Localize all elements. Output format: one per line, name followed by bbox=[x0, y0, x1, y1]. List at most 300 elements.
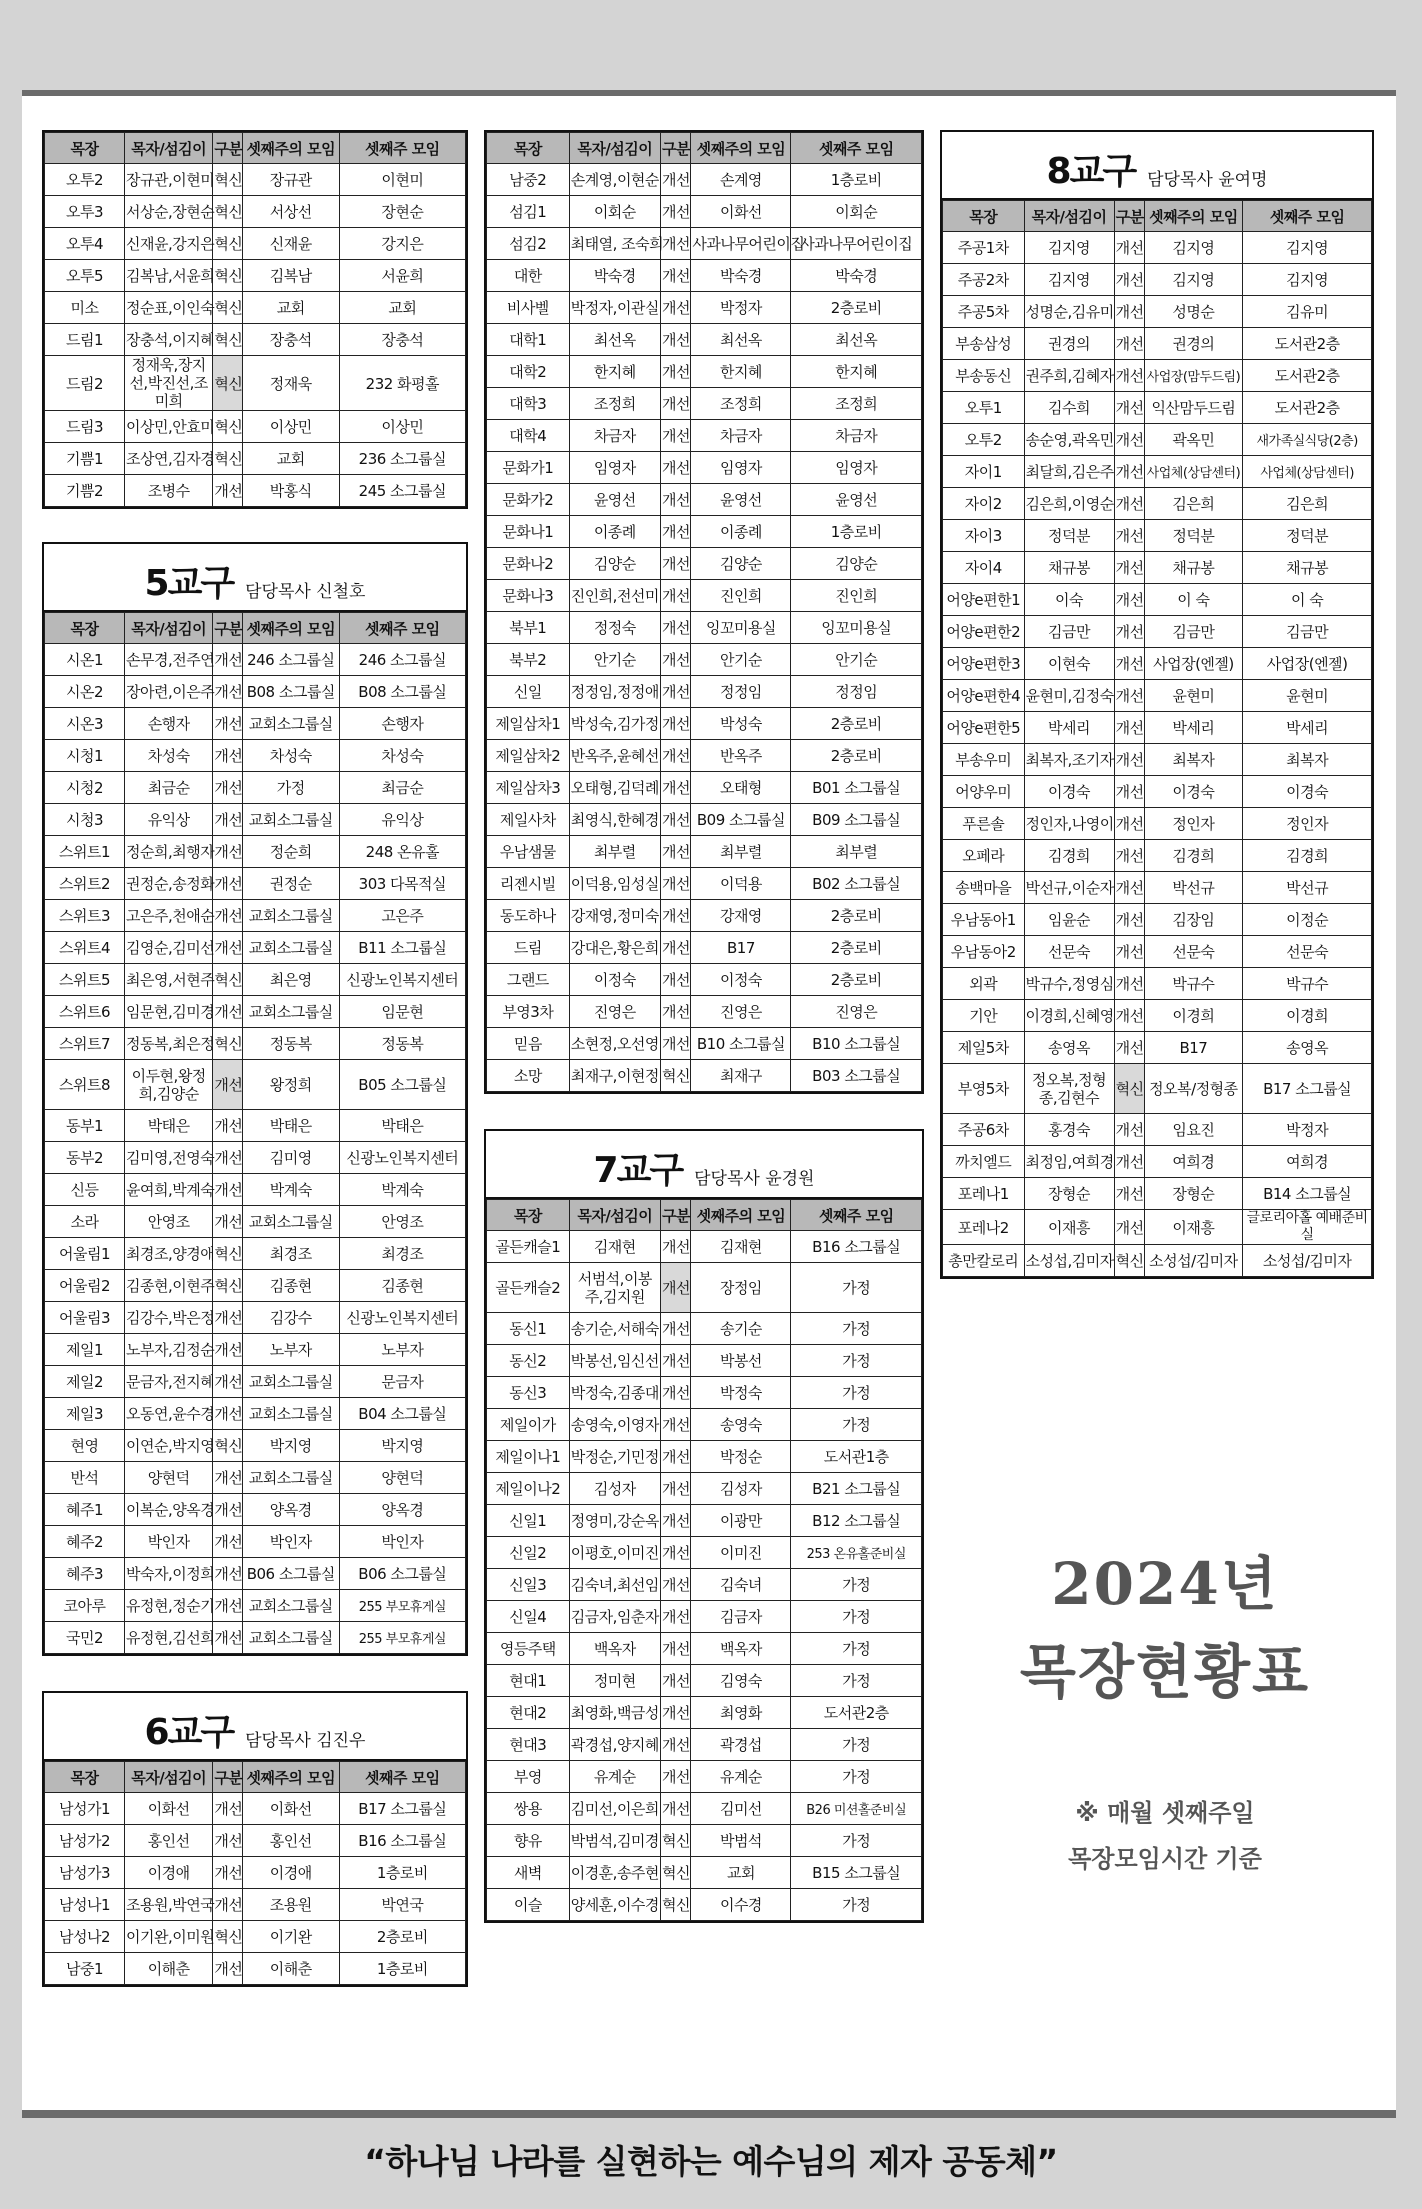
cell-group: 남성가3 bbox=[45, 1857, 125, 1889]
cell-type: 개선 bbox=[213, 1206, 242, 1238]
cell-meeting: 박세리 bbox=[1243, 712, 1372, 744]
cell-group: 골든캐슬1 bbox=[487, 1231, 570, 1263]
table-row bbox=[45, 196, 466, 228]
cell-meeting: 303 다목적실 bbox=[339, 868, 465, 900]
table-row bbox=[45, 1142, 466, 1174]
cell-type: 개선 bbox=[1114, 552, 1144, 584]
cell-leader: 손계영,이현순 bbox=[569, 164, 660, 196]
cell-meeting-place: 임요진 bbox=[1144, 1114, 1243, 1146]
table-row bbox=[45, 644, 466, 676]
cell-meeting: 가정 bbox=[791, 1889, 922, 1921]
cell-meeting: 선문숙 bbox=[1243, 936, 1372, 968]
table-row bbox=[943, 712, 1372, 744]
cell-leader: 백옥자 bbox=[569, 1633, 660, 1665]
cell-type: 개선 bbox=[1114, 808, 1144, 840]
cell-type: 개선 bbox=[213, 1590, 242, 1622]
cell-type: 개선 bbox=[213, 1398, 242, 1430]
cell-leader: 윤영선 bbox=[569, 484, 660, 516]
cell-meeting: 박연국 bbox=[339, 1889, 465, 1921]
cell-leader: 김강수,박은정 bbox=[124, 1302, 212, 1334]
cell-meeting: 채규봉 bbox=[1243, 552, 1372, 584]
cell-leader: 오동연,윤수경 bbox=[124, 1398, 212, 1430]
cell-leader: 김양순 bbox=[569, 548, 660, 580]
cell-meeting: B03 소그룹실 bbox=[791, 1060, 922, 1092]
cell-leader: 한지혜 bbox=[569, 356, 660, 388]
district-table bbox=[942, 200, 1372, 1277]
cell-group: 동신3 bbox=[487, 1377, 570, 1409]
cell-group: 제일삼차2 bbox=[487, 740, 570, 772]
table-row bbox=[487, 420, 922, 452]
cell-meeting-place: 박홍식 bbox=[242, 475, 339, 507]
cell-group: 동부1 bbox=[45, 1110, 125, 1142]
cell-group: 스위트6 bbox=[45, 996, 125, 1028]
cell-leader: 최복자,조기자 bbox=[1024, 744, 1114, 776]
column-header: 셋째주의 모임 bbox=[691, 133, 791, 164]
cell-leader: 조용원,박연국 bbox=[124, 1889, 212, 1921]
cell-meeting: 정인자 bbox=[1243, 808, 1372, 840]
cell-meeting-place: 이경숙 bbox=[1144, 776, 1243, 808]
cell-leader: 조병수 bbox=[124, 475, 212, 507]
cell-leader: 서범석,이봉주,김지원 bbox=[569, 1263, 660, 1313]
cell-meeting: 차성숙 bbox=[339, 740, 465, 772]
cell-meeting-place: 진영은 bbox=[691, 996, 791, 1028]
cell-group: 부송우미 bbox=[943, 744, 1025, 776]
cell-type: 혁신 bbox=[213, 1028, 242, 1060]
cell-meeting-place: 박성숙 bbox=[691, 708, 791, 740]
cell-group: 대학1 bbox=[487, 324, 570, 356]
table-row bbox=[487, 548, 922, 580]
cell-meeting-place: 최선옥 bbox=[691, 324, 791, 356]
cell-meeting-place: 익산맘두드림 bbox=[1144, 392, 1243, 424]
table-row bbox=[487, 676, 922, 708]
district-pastor: 담당목사 윤여명 bbox=[1147, 170, 1268, 190]
table-row bbox=[45, 1238, 466, 1270]
table-row bbox=[487, 1263, 922, 1313]
cell-leader: 최달희,김은주 bbox=[1024, 456, 1114, 488]
header-row bbox=[45, 133, 466, 164]
table-row bbox=[45, 836, 466, 868]
cell-type: 개선 bbox=[660, 1537, 690, 1569]
cell-type: 개선 bbox=[660, 420, 690, 452]
cell-leader: 최부렬 bbox=[569, 836, 660, 868]
cell-meeting-place: 최부렬 bbox=[691, 836, 791, 868]
cell-meeting: B16 소그룹실 bbox=[791, 1231, 922, 1263]
table-row bbox=[45, 804, 466, 836]
cell-group: 현대2 bbox=[487, 1697, 570, 1729]
cell-meeting: 박숙경 bbox=[791, 260, 922, 292]
cell-meeting-place: 장형순 bbox=[1144, 1178, 1243, 1210]
cell-meeting-place: 교회소그룹실 bbox=[242, 1462, 339, 1494]
cell-type: 개선 bbox=[213, 772, 242, 804]
cell-meeting-place: 오태형 bbox=[691, 772, 791, 804]
column-header: 목자/섬김이 bbox=[124, 1762, 212, 1793]
cell-group: 대한 bbox=[487, 260, 570, 292]
table-row bbox=[487, 452, 922, 484]
cell-group: 부송삼성 bbox=[943, 328, 1025, 360]
column-header: 구분 bbox=[213, 613, 242, 644]
cell-meeting: 양현덕 bbox=[339, 1462, 465, 1494]
cell-type: 개선 bbox=[213, 644, 242, 676]
cell-type: 혁신 bbox=[213, 1270, 242, 1302]
cell-type: 개선 bbox=[660, 1601, 690, 1633]
column-header: 셋째주의 모임 bbox=[691, 1200, 791, 1231]
cell-meeting-place: 최경조 bbox=[242, 1238, 339, 1270]
district-table-middle bbox=[484, 130, 924, 1094]
cell-group: 드림3 bbox=[45, 411, 125, 443]
cell-meeting: 박태은 bbox=[339, 1110, 465, 1142]
cell-type: 혁신 bbox=[1114, 1245, 1144, 1277]
cell-type: 개선 bbox=[660, 580, 690, 612]
table-row bbox=[487, 772, 922, 804]
column-header: 셋째주 모임 bbox=[791, 1200, 922, 1231]
table-row bbox=[487, 580, 922, 612]
cell-type: 개선 bbox=[1114, 392, 1144, 424]
cell-group: 신일4 bbox=[487, 1601, 570, 1633]
cell-meeting-place: 반옥주 bbox=[691, 740, 791, 772]
cell-leader: 임영자 bbox=[569, 452, 660, 484]
cell-type: 혁신 bbox=[213, 964, 242, 996]
cell-meeting: 박지영 bbox=[339, 1430, 465, 1462]
cell-group: 송백마을 bbox=[943, 872, 1025, 904]
cell-type: 개선 bbox=[213, 1142, 242, 1174]
cell-type: 개선 bbox=[1114, 264, 1144, 296]
cell-meeting: B10 소그룹실 bbox=[791, 1028, 922, 1060]
table-row bbox=[487, 1633, 922, 1665]
cell-group: 영등주택 bbox=[487, 1633, 570, 1665]
table-row bbox=[45, 1430, 466, 1462]
cell-meeting-place: 김양순 bbox=[691, 548, 791, 580]
table-row bbox=[487, 1761, 922, 1793]
cell-meeting: 사과나무어린이집 bbox=[791, 228, 922, 260]
cell-leader: 이평호,이미진 bbox=[569, 1537, 660, 1569]
cell-group: 골든캐슬2 bbox=[487, 1263, 570, 1313]
cell-meeting: 최선옥 bbox=[791, 324, 922, 356]
cell-group: 스위트4 bbox=[45, 932, 125, 964]
cell-meeting: 박규수 bbox=[1243, 968, 1372, 1000]
cell-group: 어양e편한1 bbox=[943, 584, 1025, 616]
cell-meeting: 도서관2층 bbox=[1243, 328, 1372, 360]
cell-meeting-place: 교회소그룹실 bbox=[242, 900, 339, 932]
cell-leader: 이경숙 bbox=[1024, 776, 1114, 808]
cell-group: 현대3 bbox=[487, 1729, 570, 1761]
cell-group: 반석 bbox=[45, 1462, 125, 1494]
district-table bbox=[44, 1761, 466, 1985]
cell-meeting-place: 권정순 bbox=[242, 868, 339, 900]
cell-meeting: 253 온유홀준비실 bbox=[791, 1537, 922, 1569]
cell-group: 주공5차 bbox=[943, 296, 1025, 328]
table-row bbox=[487, 900, 922, 932]
cell-meeting-place: 교회 bbox=[691, 1857, 791, 1889]
cell-meeting-place: 정순희 bbox=[242, 836, 339, 868]
cell-type: 개선 bbox=[213, 1793, 242, 1825]
cell-meeting: 2층로비 bbox=[791, 740, 922, 772]
cell-type: 개선 bbox=[660, 548, 690, 580]
cell-leader: 강대은,황은희 bbox=[569, 932, 660, 964]
table-row bbox=[45, 1825, 466, 1857]
table-row bbox=[45, 164, 466, 196]
cell-leader: 김금만 bbox=[1024, 616, 1114, 648]
cell-meeting-place: 교회소그룹실 bbox=[242, 804, 339, 836]
cell-leader: 곽경섭,양지혜 bbox=[569, 1729, 660, 1761]
cell-leader: 안영조 bbox=[124, 1206, 212, 1238]
table-row bbox=[487, 740, 922, 772]
cell-meeting-place: 김복남 bbox=[242, 260, 339, 292]
cell-meeting: 노부자 bbox=[339, 1334, 465, 1366]
table-row bbox=[487, 1857, 922, 1889]
cell-group: 스위트8 bbox=[45, 1060, 125, 1110]
poster-note bbox=[1000, 1790, 1330, 1882]
cell-leader: 이종례 bbox=[569, 516, 660, 548]
cell-group: 자이3 bbox=[943, 520, 1025, 552]
table-row bbox=[487, 1377, 922, 1409]
cell-meeting: B08 소그룹실 bbox=[339, 676, 465, 708]
cell-meeting: 서윤희 bbox=[339, 260, 465, 292]
cell-meeting: B15 소그룹실 bbox=[791, 1857, 922, 1889]
cell-meeting: 1층로비 bbox=[791, 164, 922, 196]
cell-type: 개선 bbox=[213, 740, 242, 772]
cell-leader: 차성숙 bbox=[124, 740, 212, 772]
cell-meeting: 잉꼬미용실 bbox=[791, 612, 922, 644]
cell-meeting: 236 소그룹실 bbox=[339, 443, 465, 475]
table-row bbox=[487, 228, 922, 260]
cell-type: 개선 bbox=[213, 708, 242, 740]
cell-meeting-place: 김종현 bbox=[242, 1270, 339, 1302]
cell-group: 남중1 bbox=[45, 1953, 125, 1985]
cell-leader: 장충석,이지혜 bbox=[124, 324, 212, 356]
cell-meeting-place: 최은영 bbox=[242, 964, 339, 996]
cell-group: 오투2 bbox=[943, 424, 1025, 456]
cell-meeting: B06 소그룹실 bbox=[339, 1558, 465, 1590]
cell-type: 혁신 bbox=[213, 292, 242, 324]
cell-meeting-place: 송영숙 bbox=[691, 1409, 791, 1441]
bottom-rule bbox=[22, 2110, 1396, 2118]
cell-meeting: 최복자 bbox=[1243, 744, 1372, 776]
cell-meeting-place: 박규수 bbox=[1144, 968, 1243, 1000]
cell-group: 제일5차 bbox=[943, 1032, 1025, 1064]
cell-leader: 손무경,전주연 bbox=[124, 644, 212, 676]
table-row bbox=[943, 456, 1372, 488]
cell-type: 개선 bbox=[660, 1313, 690, 1345]
cell-meeting: 255 부모휴게실 bbox=[339, 1622, 465, 1654]
cell-group: 향유 bbox=[487, 1825, 570, 1857]
table-row bbox=[487, 484, 922, 516]
cell-type: 개선 bbox=[1114, 968, 1144, 1000]
table-row bbox=[943, 424, 1372, 456]
table-row bbox=[943, 1064, 1372, 1114]
cell-group: 제일사차 bbox=[487, 804, 570, 836]
cell-meeting-place: 사업장(맘두드림) bbox=[1144, 360, 1243, 392]
cell-type: 개선 bbox=[660, 1505, 690, 1537]
cell-group: 시청1 bbox=[45, 740, 125, 772]
cell-leader: 이경희,신혜영 bbox=[1024, 1000, 1114, 1032]
cell-group: 드림2 bbox=[45, 356, 125, 411]
cell-meeting-place: 권경의 bbox=[1144, 328, 1243, 360]
cell-meeting: 신광노인복지센터 bbox=[339, 964, 465, 996]
cell-meeting-place: 박태은 bbox=[242, 1110, 339, 1142]
cell-meeting: 도서관2층 bbox=[791, 1697, 922, 1729]
cell-meeting-place: 김숙녀 bbox=[691, 1569, 791, 1601]
cell-group: 주공2차 bbox=[943, 264, 1025, 296]
table-row bbox=[943, 1178, 1372, 1210]
cell-group: 오투5 bbox=[45, 260, 125, 292]
table-row bbox=[45, 964, 466, 996]
poster-note-line2: 목장모임시간 기준 bbox=[1068, 1845, 1262, 1873]
cell-leader: 정정숙 bbox=[569, 612, 660, 644]
cell-type: 혁신 bbox=[660, 1825, 690, 1857]
table-row bbox=[45, 1622, 466, 1654]
cell-meeting: 교회 bbox=[339, 292, 465, 324]
cell-type: 개선 bbox=[1114, 872, 1144, 904]
cell-type: 개선 bbox=[660, 324, 690, 356]
table-row bbox=[487, 996, 922, 1028]
cell-type: 개선 bbox=[660, 1409, 690, 1441]
district-pastor: 담당목사 김진우 bbox=[245, 1731, 366, 1751]
cell-group: 포레나2 bbox=[943, 1210, 1025, 1245]
cell-meeting: 장현순 bbox=[339, 196, 465, 228]
cell-group: 대학3 bbox=[487, 388, 570, 420]
cell-type: 개선 bbox=[213, 1060, 242, 1110]
cell-meeting: B14 소그룹실 bbox=[1243, 1178, 1372, 1210]
cell-meeting: 1층로비 bbox=[339, 1857, 465, 1889]
column-header: 목자/섬김이 bbox=[124, 133, 212, 164]
cell-meeting-place: B06 소그룹실 bbox=[242, 1558, 339, 1590]
table-row bbox=[487, 260, 922, 292]
cell-meeting-place: 곽옥민 bbox=[1144, 424, 1243, 456]
column-header: 목장 bbox=[45, 1762, 125, 1793]
cell-group: 믿음 bbox=[487, 1028, 570, 1060]
cell-meeting-place: 서상선 bbox=[242, 196, 339, 228]
table-row bbox=[487, 932, 922, 964]
table-row bbox=[487, 1313, 922, 1345]
cell-meeting-place: 장충석 bbox=[242, 324, 339, 356]
cell-meeting-place: 장정임 bbox=[691, 1263, 791, 1313]
table-row bbox=[487, 644, 922, 676]
table-row bbox=[487, 964, 922, 996]
cell-type: 혁신 bbox=[213, 356, 242, 411]
cell-meeting: 김경희 bbox=[1243, 840, 1372, 872]
cell-meeting: 진인희 bbox=[791, 580, 922, 612]
cell-meeting-place: 백옥자 bbox=[691, 1633, 791, 1665]
cell-type: 개선 bbox=[1114, 1146, 1144, 1178]
cell-type: 개선 bbox=[660, 516, 690, 548]
cell-group: 스위트1 bbox=[45, 836, 125, 868]
cell-group: 대학4 bbox=[487, 420, 570, 452]
cell-leader: 진인희,전선미 bbox=[569, 580, 660, 612]
cell-meeting-place: 손계영 bbox=[691, 164, 791, 196]
cell-group: 혜주1 bbox=[45, 1494, 125, 1526]
cell-leader: 조정희 bbox=[569, 388, 660, 420]
district-header bbox=[44, 1693, 466, 1761]
cell-meeting-place: 교회소그룹실 bbox=[242, 1590, 339, 1622]
cell-meeting-place: 노부자 bbox=[242, 1334, 339, 1366]
poster-title bbox=[1000, 1540, 1330, 1716]
cell-type: 혁신 bbox=[213, 1430, 242, 1462]
cell-type: 개선 bbox=[1114, 712, 1144, 744]
cell-meeting-place: 정덕분 bbox=[1144, 520, 1243, 552]
cell-leader: 정오복,정형종,김현수 bbox=[1024, 1064, 1114, 1114]
cell-leader: 정정임,정정애 bbox=[569, 676, 660, 708]
cell-group: 동부2 bbox=[45, 1142, 125, 1174]
cell-meeting-place: 김금자 bbox=[691, 1601, 791, 1633]
cell-leader: 송영숙,이영자 bbox=[569, 1409, 660, 1441]
cell-group: 현영 bbox=[45, 1430, 125, 1462]
cell-meeting-place: 정재욱 bbox=[242, 356, 339, 411]
cell-meeting-place: 소성섭/김미자 bbox=[1144, 1245, 1243, 1277]
cell-meeting-place: 박계숙 bbox=[242, 1174, 339, 1206]
cell-meeting: 윤현미 bbox=[1243, 680, 1372, 712]
cell-meeting: 가정 bbox=[791, 1601, 922, 1633]
cell-meeting-place: 송기순 bbox=[691, 1313, 791, 1345]
table-row bbox=[487, 1825, 922, 1857]
cell-meeting: 장충석 bbox=[339, 324, 465, 356]
cell-meeting-place: B09 소그룹실 bbox=[691, 804, 791, 836]
table-row bbox=[487, 1665, 922, 1697]
cell-type: 개선 bbox=[1114, 232, 1144, 264]
table-row bbox=[487, 196, 922, 228]
column-header: 목장 bbox=[487, 133, 570, 164]
table-row bbox=[943, 968, 1372, 1000]
cell-group: 제일삼차1 bbox=[487, 708, 570, 740]
cell-leader: 유익상 bbox=[124, 804, 212, 836]
table-row bbox=[45, 292, 466, 324]
cell-group: 오투4 bbox=[45, 228, 125, 260]
cell-group: 우남동아2 bbox=[943, 936, 1025, 968]
cell-type: 개선 bbox=[1114, 1210, 1144, 1245]
header-row bbox=[487, 1200, 922, 1231]
cell-meeting-place: 채규봉 bbox=[1144, 552, 1243, 584]
cell-type: 개선 bbox=[1114, 648, 1144, 680]
cell-group: 동도하나 bbox=[487, 900, 570, 932]
cell-leader: 박세리 bbox=[1024, 712, 1114, 744]
cell-meeting: 임문현 bbox=[339, 996, 465, 1028]
cell-leader: 최금순 bbox=[124, 772, 212, 804]
cell-group: 신일2 bbox=[487, 1537, 570, 1569]
cell-group: 미소 bbox=[45, 292, 125, 324]
cell-leader: 서상순,장현순 bbox=[124, 196, 212, 228]
table-row bbox=[943, 232, 1372, 264]
cell-leader: 정인자,나영이 bbox=[1024, 808, 1114, 840]
table-row bbox=[45, 1953, 466, 1985]
cell-leader: 이상민,안효미 bbox=[124, 411, 212, 443]
cell-leader: 장규관,이현미 bbox=[124, 164, 212, 196]
column-header: 구분 bbox=[213, 133, 242, 164]
cell-meeting: 최경조 bbox=[339, 1238, 465, 1270]
cell-group: 소라 bbox=[45, 1206, 125, 1238]
cell-meeting-place: 이경애 bbox=[242, 1857, 339, 1889]
table-row bbox=[487, 1537, 922, 1569]
cell-meeting-place: 안기순 bbox=[691, 644, 791, 676]
cell-meeting-place: 박정자 bbox=[691, 292, 791, 324]
cell-meeting-place: 교회소그룹실 bbox=[242, 996, 339, 1028]
cell-meeting: 유익상 bbox=[339, 804, 465, 836]
column-header: 셋째주 모임 bbox=[339, 613, 465, 644]
table-row bbox=[45, 1174, 466, 1206]
cell-meeting: 도서관2층 bbox=[1243, 392, 1372, 424]
cell-meeting-place: 김성자 bbox=[691, 1473, 791, 1505]
cell-meeting: 이회순 bbox=[791, 196, 922, 228]
table-row bbox=[45, 1526, 466, 1558]
column-header: 구분 bbox=[660, 1200, 690, 1231]
table-row bbox=[45, 868, 466, 900]
cell-group: 자이1 bbox=[943, 456, 1025, 488]
cell-leader: 이재흥 bbox=[1024, 1210, 1114, 1245]
cell-leader: 권경의 bbox=[1024, 328, 1114, 360]
cell-group: 오투2 bbox=[45, 164, 125, 196]
cell-type: 개선 bbox=[1114, 328, 1144, 360]
cell-group: 제일삼차3 bbox=[487, 772, 570, 804]
cell-type: 개선 bbox=[660, 1473, 690, 1505]
cell-type: 개선 bbox=[660, 1761, 690, 1793]
